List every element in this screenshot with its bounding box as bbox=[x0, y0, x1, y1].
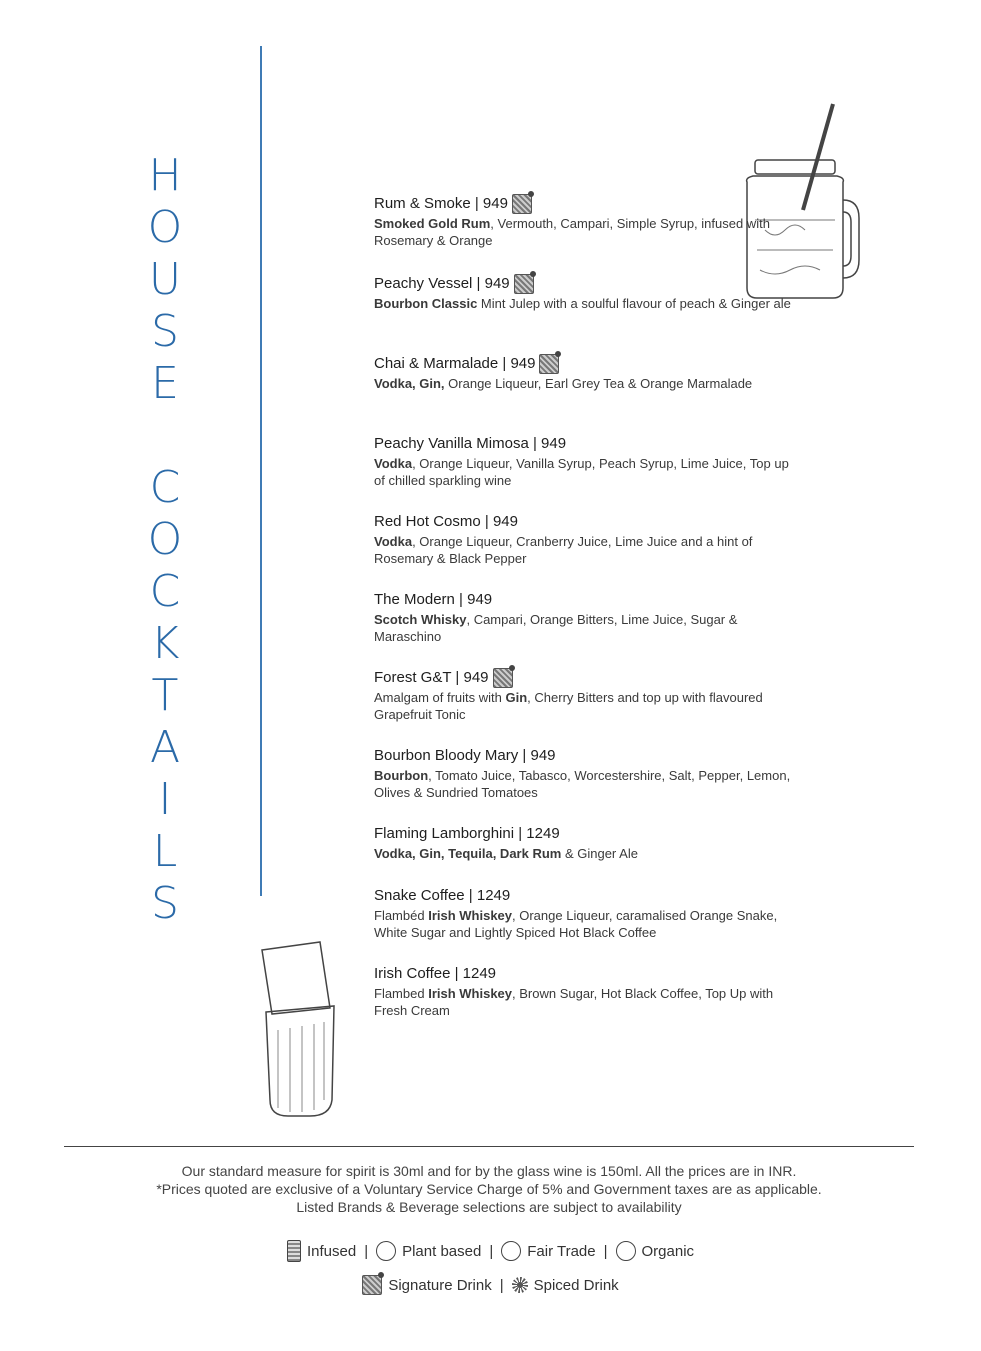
signature-drink-icon bbox=[493, 668, 513, 688]
menu-item bbox=[374, 745, 814, 823]
description-spirit: Smoked Gold Rum bbox=[374, 216, 491, 231]
legend-signature: Signature Drink bbox=[362, 1275, 491, 1295]
description-text: Amalgam of fruits with bbox=[374, 690, 506, 705]
description-text: , Orange Liqueur, caramalised Orange Snake, White Sugar and Lightly Spiced Hot Black Coffee bbox=[374, 908, 778, 940]
menu-item-title: Peachy Vessel | 949 bbox=[374, 275, 510, 292]
description-spirit: Vodka bbox=[374, 534, 413, 549]
menu-item-description bbox=[374, 533, 794, 567]
menu-item-description bbox=[374, 689, 794, 723]
menu-item-title: Flaming Lamborghini | 1249 bbox=[374, 825, 560, 842]
description-text: , Orange Liqueur, Cranberry Juice, Lime Juice and a hint of Rosemary & Black Pepper bbox=[374, 534, 753, 566]
description-text: , Tomato Juice, Tabasco, Worcestershire, Salt, Pepper, Lemon, Olives & Sundried Tomatoes bbox=[374, 768, 791, 800]
menu-item-name bbox=[374, 433, 814, 455]
legend-organic: Organic bbox=[616, 1241, 695, 1261]
vertical-title bbox=[140, 150, 190, 930]
description-text: , Orange Liqueur, Vanilla Syrup, Peach Syrup, Lime Juice, Top up of chilled sparkling wine bbox=[374, 456, 789, 488]
cocktail-menu-list bbox=[374, 193, 814, 1041]
legend-separator: | bbox=[499, 1276, 504, 1294]
menu-item-description bbox=[374, 845, 794, 862]
description-spirit: Scotch Whisky bbox=[374, 612, 467, 627]
legend-spiced: Spiced Drink bbox=[512, 1277, 619, 1294]
menu-item-description bbox=[374, 455, 794, 489]
title-letter: S bbox=[151, 306, 179, 357]
legend-fair-trade: Fair Trade bbox=[501, 1241, 595, 1261]
menu-item-title: Bourbon Bloody Mary | 949 bbox=[374, 747, 556, 764]
legend-plant-based: Plant based bbox=[376, 1241, 481, 1261]
menu-item bbox=[374, 353, 814, 433]
description-spirit: Vodka bbox=[374, 456, 413, 471]
description-spirit: Gin bbox=[505, 690, 528, 705]
menu-item-name bbox=[374, 745, 814, 767]
menu-item-name bbox=[374, 193, 814, 215]
menu-item bbox=[374, 193, 814, 273]
title-letter: I bbox=[158, 774, 172, 825]
description-text: Flambéd bbox=[374, 908, 429, 923]
description-text: , Vermouth, Campari, Simple Syrup, infused with Rosemary & Orange bbox=[374, 216, 770, 248]
footer-line-3: Listed Brands & Beverage selections are subject to availability bbox=[296, 1199, 682, 1215]
spice-icon bbox=[512, 1277, 528, 1293]
title-letter: K bbox=[150, 618, 180, 669]
signature-drink-icon bbox=[539, 354, 559, 374]
description-spirit: Irish Whiskey bbox=[428, 986, 513, 1001]
menu-item-name bbox=[374, 667, 814, 689]
menu-item-name bbox=[374, 885, 814, 907]
description-text: & Ginger Ale bbox=[561, 846, 638, 861]
menu-item-title: Peachy Vanilla Mimosa | 949 bbox=[374, 435, 567, 452]
title-letter: H bbox=[148, 150, 182, 201]
title-letter: T bbox=[151, 670, 179, 721]
menu-item-description bbox=[374, 611, 794, 645]
title-letter: C bbox=[149, 566, 181, 617]
fair-trade-icon bbox=[501, 1241, 521, 1261]
infused-icon bbox=[287, 1240, 301, 1262]
menu-item-title: Snake Coffee | 1249 bbox=[374, 887, 511, 904]
description-text: Orange Liqueur, Earl Grey Tea & Orange Marmalade bbox=[444, 376, 753, 391]
menu-item bbox=[374, 589, 814, 667]
menu-item-name bbox=[374, 589, 814, 611]
menu-item bbox=[374, 273, 814, 353]
menu-item-description bbox=[374, 767, 794, 801]
menu-item bbox=[374, 667, 814, 745]
title-letter: A bbox=[149, 722, 181, 773]
description-spirit: Bourbon Classic bbox=[374, 296, 478, 311]
footer-line-1: Our standard measure for spirit is 30ml and for by the glass wine is 150ml. All the prices are in INR. bbox=[181, 1163, 797, 1179]
cocktail-shaker-illustration bbox=[250, 940, 345, 1120]
menu-item-name bbox=[374, 511, 814, 533]
legend-row-2 bbox=[0, 1275, 981, 1295]
footer-line-2: *Prices quoted are exclusive of a Voluntary Service Charge of 5% and Government taxes are as applicable. bbox=[156, 1181, 822, 1197]
menu-item-description bbox=[374, 907, 794, 941]
title-letter: U bbox=[148, 254, 182, 305]
title-letter: C bbox=[149, 462, 181, 513]
title-letter: E bbox=[151, 358, 179, 409]
description-text: , Cherry Bitters and top up with flavoured Grapefruit Tonic bbox=[374, 690, 763, 722]
menu-item-name bbox=[374, 963, 814, 985]
description-spirit: Irish Whiskey bbox=[428, 908, 513, 923]
title-gap bbox=[140, 410, 190, 462]
menu-item-name bbox=[374, 823, 814, 845]
title-letter: L bbox=[152, 826, 178, 877]
menu-item-title: Forest G&T | 949 bbox=[374, 669, 489, 686]
menu-item-description bbox=[374, 215, 794, 249]
menu-item-title: The Modern | 949 bbox=[374, 591, 493, 608]
footer-notes bbox=[64, 1162, 914, 1216]
menu-item bbox=[374, 885, 814, 963]
legend-separator: | bbox=[489, 1242, 494, 1260]
menu-item-description bbox=[374, 985, 794, 1019]
menu-item-description bbox=[374, 295, 794, 312]
legend-separator: | bbox=[603, 1242, 608, 1260]
description-text: Flambed bbox=[374, 986, 429, 1001]
plant-icon bbox=[376, 1241, 396, 1261]
description-text: , Brown Sugar, Hot Black Coffee, Top Up with Fresh Cream bbox=[374, 986, 774, 1018]
legend-row-1 bbox=[0, 1240, 981, 1262]
signature-drink-icon bbox=[362, 1275, 382, 1295]
description-spirit: Vodka, Gin, bbox=[374, 376, 445, 391]
menu-item bbox=[374, 511, 814, 589]
legend-infused: Infused bbox=[287, 1240, 356, 1262]
menu-item-name bbox=[374, 353, 814, 375]
description-spirit: Bourbon bbox=[374, 768, 429, 783]
menu-item bbox=[374, 433, 814, 511]
menu-item-name bbox=[374, 273, 814, 295]
menu-item bbox=[374, 823, 814, 885]
menu-item-title: Chai & Marmalade | 949 bbox=[374, 355, 536, 372]
description-spirit: Vodka, Gin, Tequila, Dark Rum bbox=[374, 846, 562, 861]
description-text: , Campari, Orange Bitters, Lime Juice, Sugar & Maraschino bbox=[374, 612, 738, 644]
title-letter: O bbox=[147, 202, 183, 253]
menu-item-description bbox=[374, 375, 794, 392]
signature-drink-icon bbox=[512, 194, 532, 214]
legend-separator: | bbox=[364, 1242, 369, 1260]
menu-item-title: Irish Coffee | 1249 bbox=[374, 965, 497, 982]
leaf-icon bbox=[616, 1241, 636, 1261]
footer-divider bbox=[64, 1146, 914, 1147]
signature-drink-icon bbox=[514, 274, 534, 294]
menu-item-title: Red Hot Cosmo | 949 bbox=[374, 513, 518, 530]
title-letter: S bbox=[151, 878, 179, 929]
menu-item bbox=[374, 963, 814, 1041]
menu-item-title: Rum & Smoke | 949 bbox=[374, 195, 508, 212]
description-text: Mint Julep with a soulful flavour of peach & Ginger ale bbox=[477, 296, 791, 311]
divider-vertical bbox=[260, 46, 262, 896]
title-letter: O bbox=[147, 514, 183, 565]
